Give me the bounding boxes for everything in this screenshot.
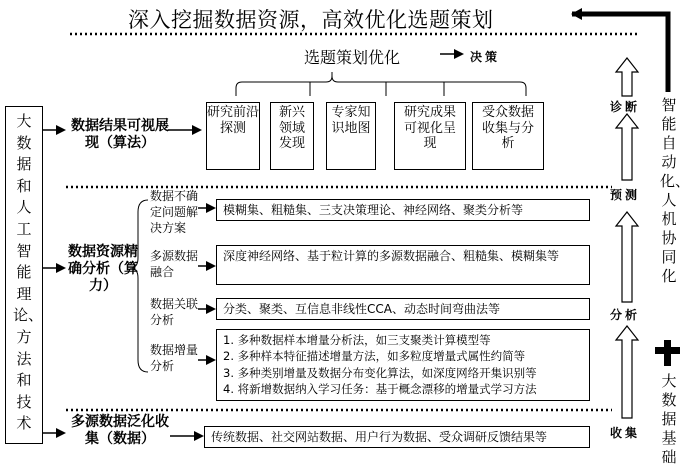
layer-collection: 多源数据泛化收集（数据） — [71, 414, 169, 447]
incremental-line-1: 1. 多种数据样本增量分析法，如三支聚类计算模型等 — [223, 333, 491, 347]
method-label-uncertainty: 数据不确定问题解决方案 — [150, 189, 199, 236]
section-heading: 选题策划优化 — [304, 48, 401, 67]
item-visualization: 研究成果可视化呈现 — [394, 102, 466, 170]
right-text-intelligent: 智能自动化、人机协同化 — [660, 96, 690, 286]
incremental-line-4: 4. 将新增数据纳入学习任务：基于概念漂移的增量式学习方法 — [223, 381, 537, 396]
arrow-diagnose-to-decision — [616, 58, 638, 96]
incremental-line-2: 2. 多种样本特征描述增量方法，如多粒度增量式属性约简等 — [223, 349, 526, 364]
method-detail-fusion: 深度神经网络、基于粒计算的多源数据融合、粗糙集、模糊集等 — [216, 245, 590, 285]
method-label-incremental: 数据增量分析 — [150, 343, 199, 374]
arrow-analyze-to-predict — [616, 212, 638, 302]
incremental-line-3: 3. 多种类别增量及数据分布变化算法，如深度网络开集识别等 — [223, 365, 537, 380]
item-expert-map: 专家知识地图 — [326, 102, 376, 170]
decision-label: 决策 — [470, 50, 501, 64]
method-detail-association: 分类、聚类、互信息非线性CCA、动态时间弯曲法等 — [216, 298, 590, 320]
item-audience-data: 受众数据收集与分析 — [472, 102, 544, 170]
collection-detail: 传统数据、社交网站数据、用户行为数据、受众调研反馈结果等 — [204, 426, 590, 448]
item-frontier-detection: 研究前沿探测 — [206, 102, 260, 170]
method-detail-incremental — [216, 329, 590, 401]
right-text-bigdata: 大数据基础 — [661, 372, 677, 467]
item-emerging-fields: 新兴领域发现 — [270, 102, 314, 170]
stage-collect: 收集 — [610, 426, 641, 440]
stage-predict: 预测 — [610, 188, 641, 202]
top-feedback-arrow — [572, 14, 668, 92]
method-label-fusion: 多源数据融合 — [150, 249, 199, 280]
layer-results: 数据结果可视展现（算法） — [71, 118, 169, 151]
method-detail-uncertainty: 模糊集、粗糙集、三支决策理论、神经网络、聚类分析等 — [216, 199, 590, 221]
arrow-collect-to-analyze — [616, 326, 638, 418]
stage-analyze: 分析 — [610, 308, 641, 322]
arrow-predict-to-diagnose — [616, 114, 638, 180]
stage-diagnose: 诊断 — [610, 100, 641, 114]
layer-analysis: 数据资源精确分析（算力） — [68, 244, 138, 294]
method-label-association: 数据关联分析 — [150, 297, 199, 328]
page-title: 深入挖掘数据资源，高效优化选题策划 — [128, 8, 494, 32]
left-theory-box: 大数据和人工智能理论、方法和技术 — [5, 106, 43, 444]
